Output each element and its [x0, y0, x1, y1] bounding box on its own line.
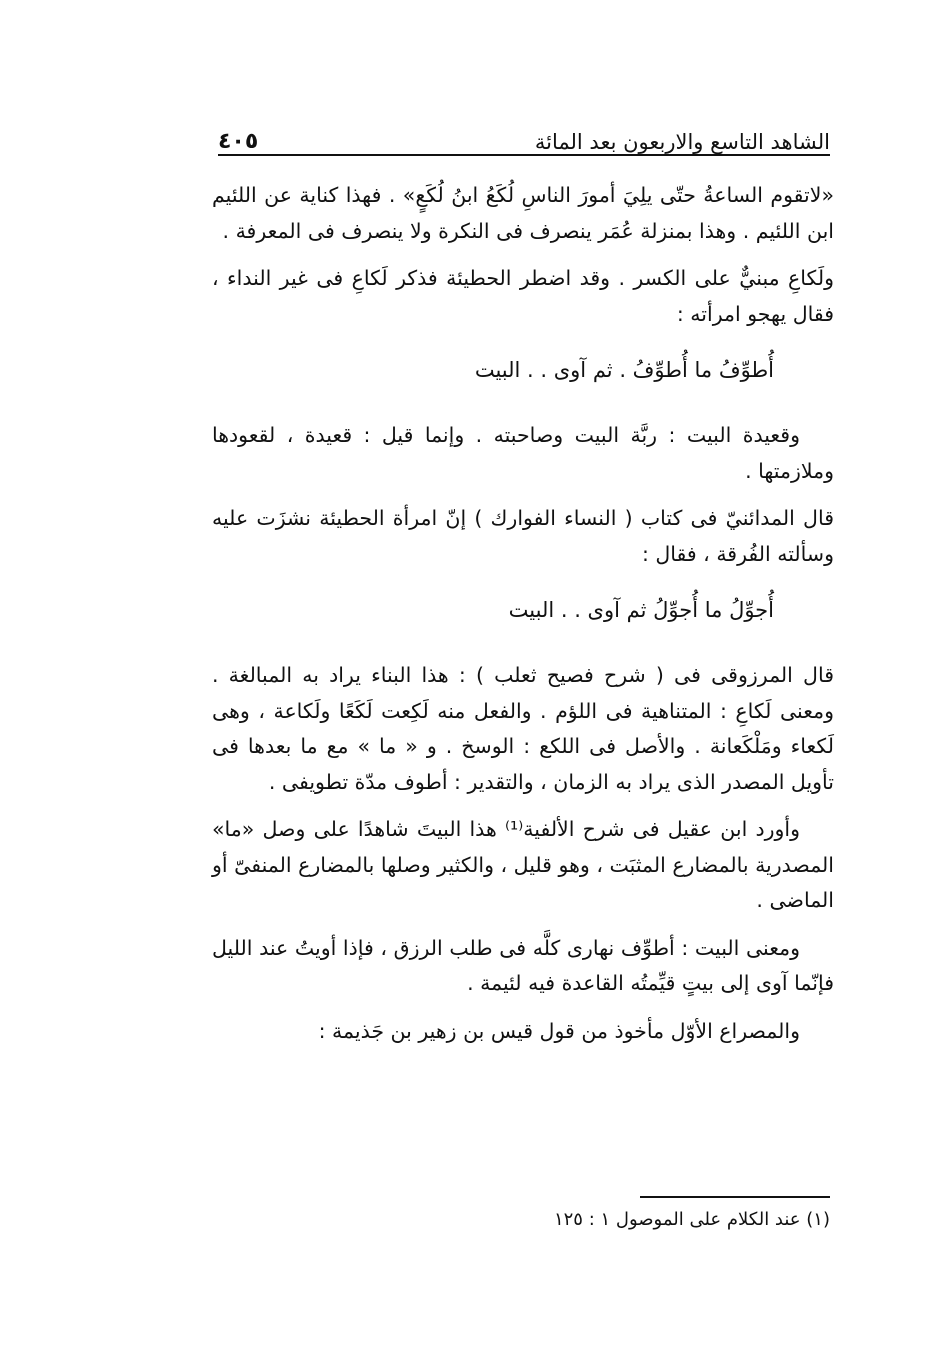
footnote-divider	[640, 1196, 830, 1198]
footnote: (١) عند الكلام على الموصول ١ : ١٢٥	[553, 1209, 830, 1230]
verse-1: أُطوِّفُ ما أُطوِّفُ . ثم آوى . . البيت	[474, 358, 774, 382]
paragraph-3: وقعيدة البيت : ربَّة البيت وصاحبته . وإنما قيل : قعيدة ، لقعودها وملازمتها .	[212, 423, 834, 483]
paragraph-4: قال المدائنيّ فى كتاب ( النساء الفوارك ) إنّ امرأة الحطيئة نشزَت عليه وسألته الفُرقة ، فقال :	[212, 506, 834, 566]
paragraph-7: ومعنى البيت : أطوِّف نهارى كلَّه فى طلب الرزق ، فإذا أويتُ عند الليل فإنّما آوى إلى بيتٍ قيِّمتُه القاعدة فيه لئيمة .	[212, 935, 834, 995]
paragraph-5: قال المرزوقى فى ( شرح فصيح ثعلب ) : هذا البناء يراد به المبالغة . ومعنى لَكاعِ : المتناهية فى اللؤم . والفعل منه لَكِعت لَكَعًا ولَكاعة ، وهى لَكعاء ومَلْكَعانة . والأصل فى اللكع : الوسخ . و « ما » مع ما بعدها فى تأويل المصدر الذى يراد به الزمان ، والتقدير : أطوف مدّة تطويفى .	[212, 663, 834, 794]
page-header	[218, 118, 830, 154]
running-title: الشاهد التاسع والاربعون بعد المائة	[534, 130, 830, 154]
page-number: ٤٠٥	[218, 129, 259, 154]
header-divider	[218, 154, 830, 156]
paragraph-6: وأورد ابن عقيل فى شرح الألفية⁽¹⁾ هذا البيتَ شاهدًا على وصل «ما» المصدرية بالمضارع المثبَت ، وهو قليل ، والكثير وصلها بالمضارع المنفىّ أو الماضى .	[212, 817, 834, 912]
paragraph-2: ولَكاعِ مبنيٌّ على الكسر . وقد اضطر الحطيئة فذكر لَكاعِ فى غير النداء ، فقال يهجو امرأته :	[212, 266, 834, 326]
body-text	[212, 178, 834, 1061]
paragraph-1: «لاتقوم الساعةُ حتّى يلِيَ أمورَ الناسِ لُكَعُ ابنُ لُكَعٍ» . فهذا كناية عن اللئيم ابن اللئيم . وهذا بمنزلة عُمَر ينصرف فى النكرة ولا ينصرف فى المعرفة .	[212, 183, 834, 243]
verse-2: أُجوِّلُ ما أُجوِّلُ ثم آوى . . البيت	[508, 598, 774, 622]
paragraph-8: والمصراع الأوّل مأخوذ من قول قيس بن زهير بن جَذيمة :	[318, 1018, 800, 1043]
